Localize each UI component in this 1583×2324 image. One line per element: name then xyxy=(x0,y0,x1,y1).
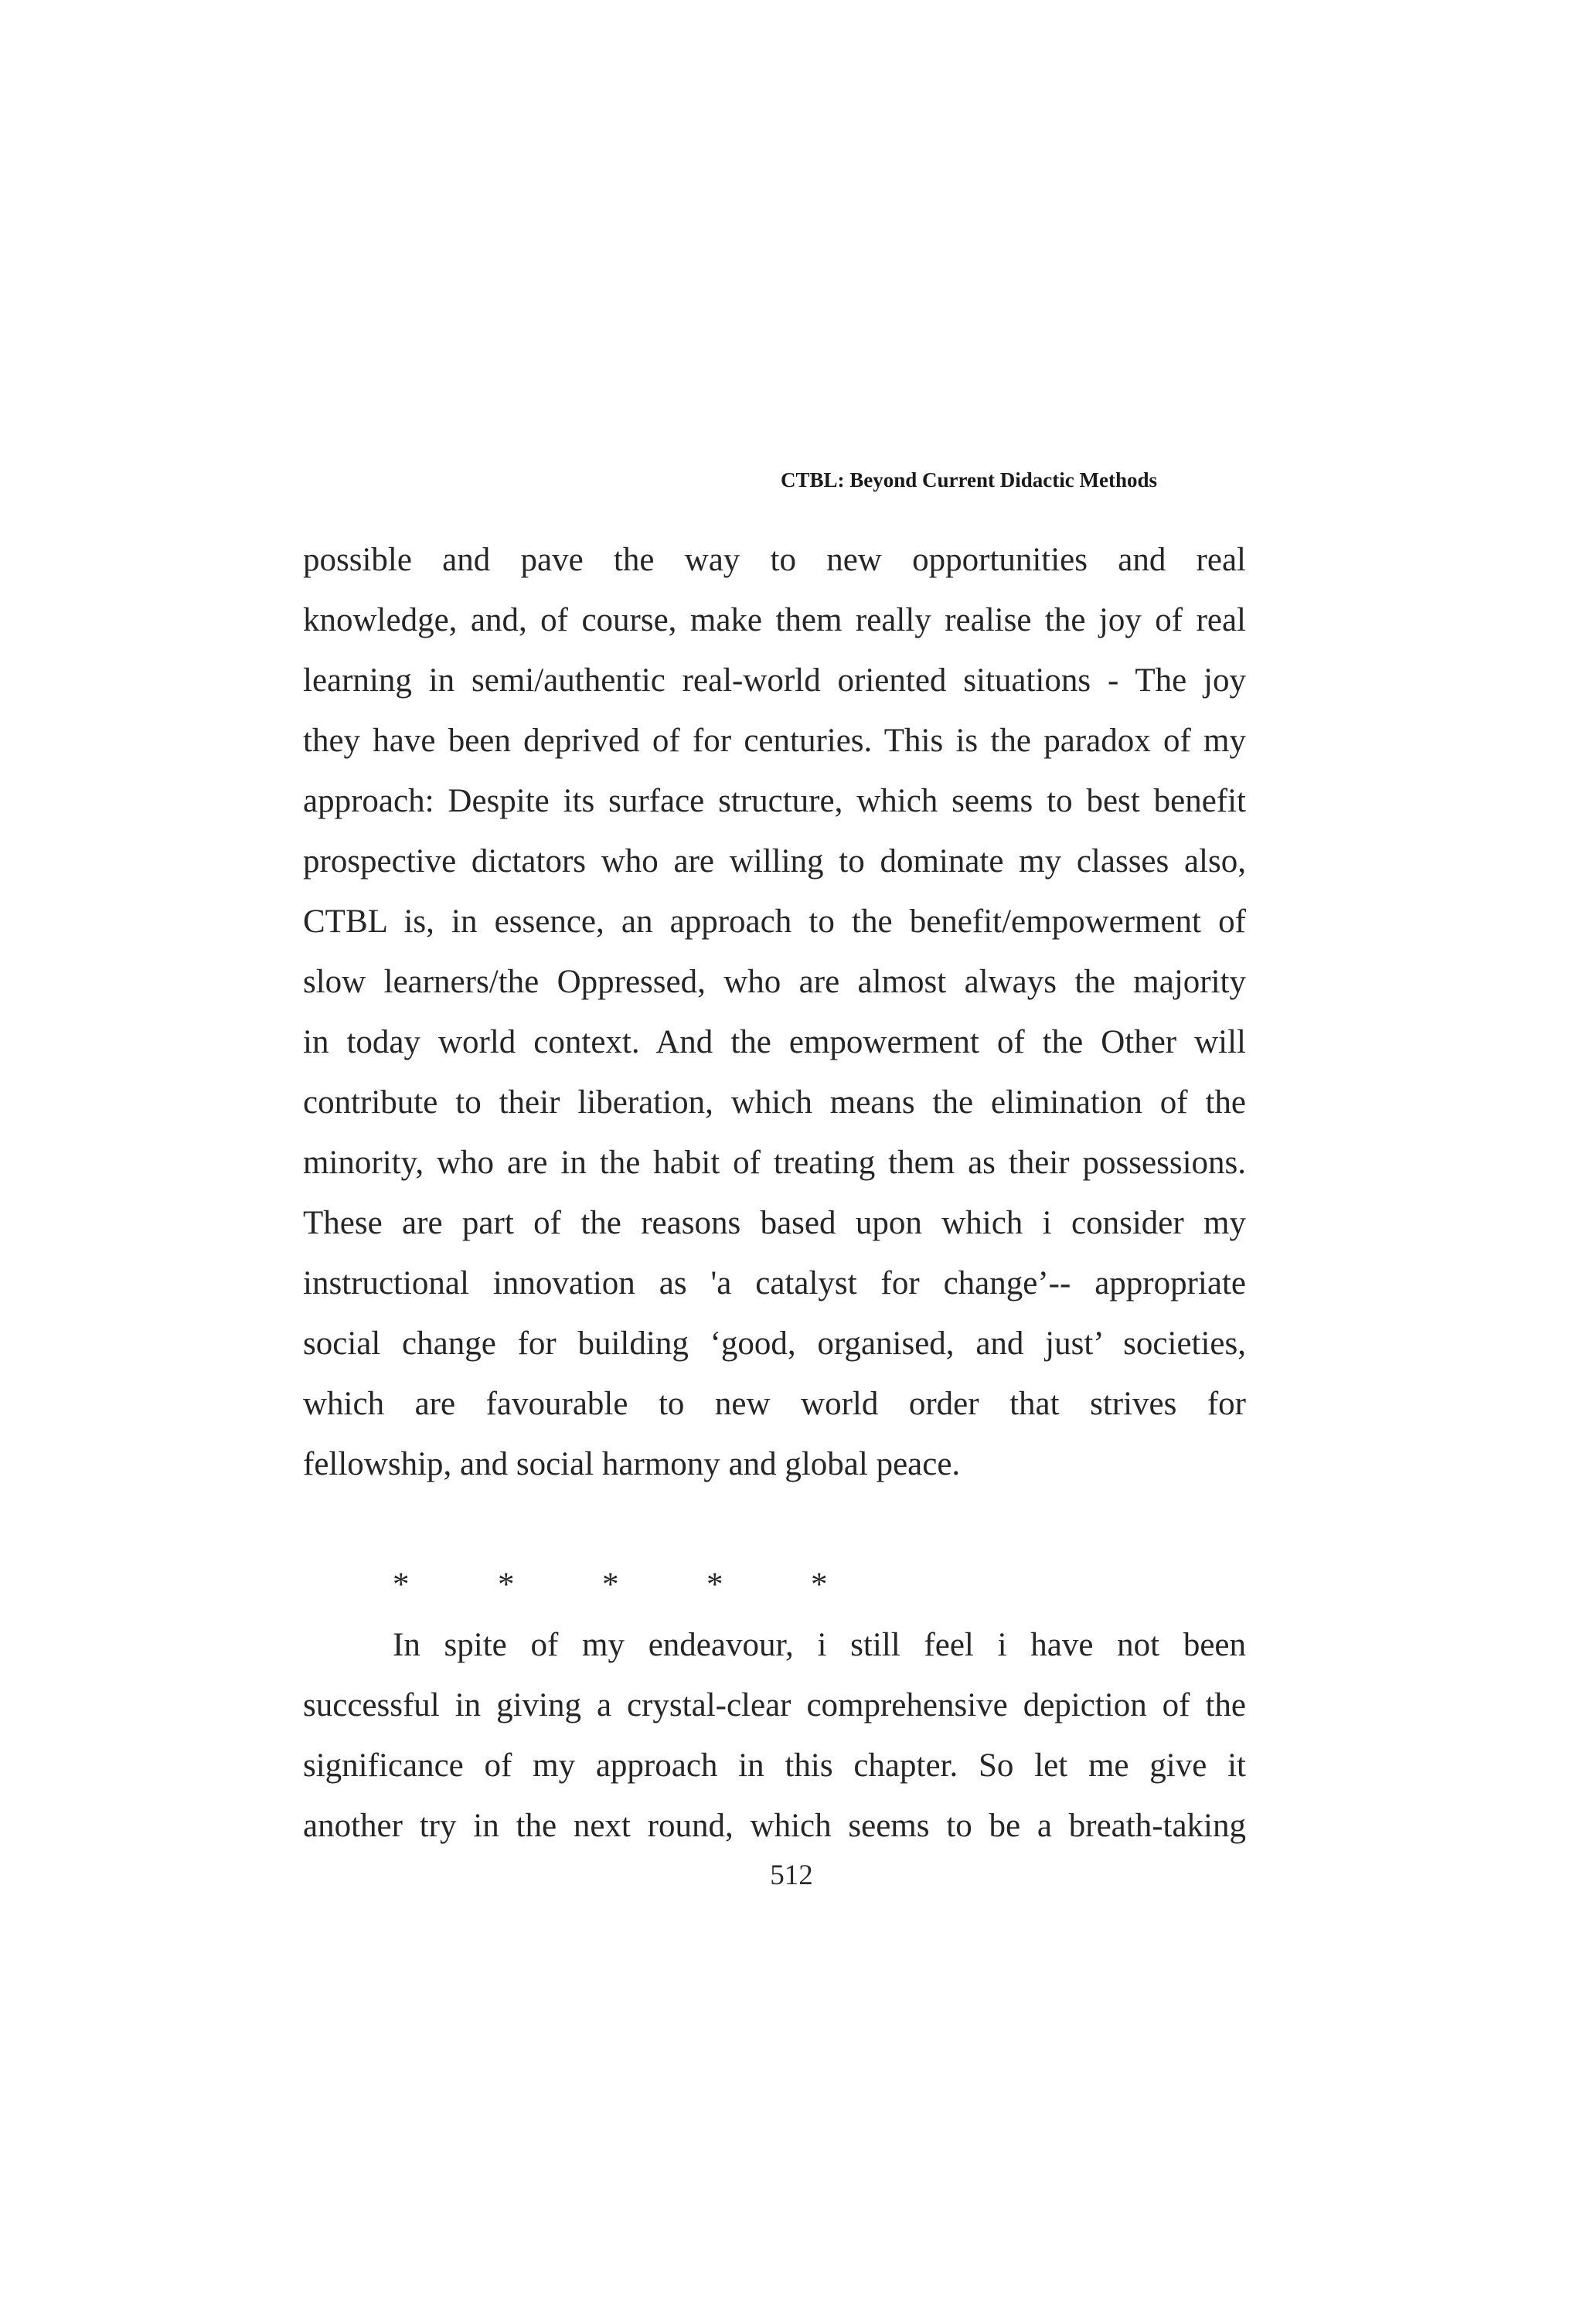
text-line: approach: Despite its surface structure, which seems to best benefit xyxy=(303,783,1246,819)
asterisk: * xyxy=(393,1567,410,1603)
text-line: another try in the next round, which seems to be a breath-taking xyxy=(303,1808,1246,1844)
text-line: instructional innovation as 'a catalyst for change’-- appropriate xyxy=(303,1265,1246,1302)
text-line: possible and pave the way to new opportunities and real xyxy=(303,542,1246,578)
text-line: In spite of my endeavour, i still feel i have not been xyxy=(393,1627,1246,1663)
text-line: knowledge, and, of course, make them really realise the joy of real xyxy=(303,602,1246,638)
text-line: significance of my approach in this chapter. So let me give it xyxy=(303,1747,1246,1784)
page-number: 512 xyxy=(770,1860,813,1891)
text-line: fellowship, and social harmony and global peace. xyxy=(303,1446,961,1482)
asterisk: * xyxy=(498,1567,515,1603)
text-line: in today world context. And the empowerment of the Other will xyxy=(303,1024,1246,1060)
asterisk: * xyxy=(811,1567,828,1603)
running-header: CTBL: Beyond Current Didactic Methods xyxy=(781,468,1158,492)
paragraph xyxy=(303,530,1246,1495)
text-line: These are part of the reasons based upon which i consider my xyxy=(303,1205,1246,1241)
text-line: learning in semi/authentic real-world oriented situations - The joy xyxy=(303,662,1246,699)
text-line: slow learners/the Oppressed, who are almost always the majority xyxy=(303,964,1246,1000)
text-line: successful in giving a crystal-clear comprehensive depiction of the xyxy=(303,1687,1246,1723)
text-line: contribute to their liberation, which means the elimination of the xyxy=(303,1084,1246,1121)
text-line: they have been deprived of for centuries. This is the paradox of my xyxy=(303,723,1246,759)
asterisk: * xyxy=(602,1567,619,1603)
paragraph xyxy=(303,1615,1246,1856)
page-body xyxy=(303,530,1246,1856)
text-line: social change for building ‘good, organised, and just’ societies, xyxy=(303,1325,1246,1362)
section-break xyxy=(303,1555,1246,1615)
text-line: minority, who are in the habit of treating them as their possessions. xyxy=(303,1145,1246,1181)
text-line: prospective dictators who are willing to dominate my classes also, xyxy=(303,843,1246,880)
text-line: CTBL is, in essence, an approach to the benefit/empowerment of xyxy=(303,903,1246,940)
asterisk: * xyxy=(706,1567,723,1603)
text-line: which are favourable to new world order that strives for xyxy=(303,1386,1246,1422)
